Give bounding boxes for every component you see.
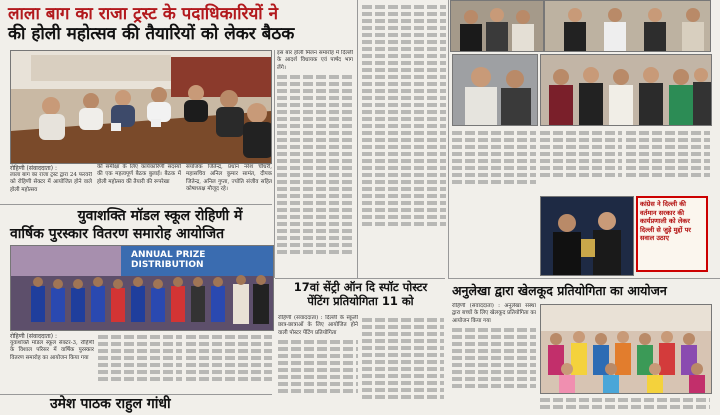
right-text-block-3 [626, 128, 710, 190]
story2-col2 [98, 332, 182, 392]
story1-col-mid [97, 164, 181, 202]
story3-body-text: रोहिणी (संवाददाता) : दिल्ली के स्कूली छात्र-छात्राओं के लिए आयोजित होने वाली पोस्टर पेंटिंग प्रतियोगिता [278, 315, 358, 336]
story1-headline-line1: लाला बाग का राजा ट्रस्ट के पदाधिकारियों ने [8, 4, 279, 24]
story1-col-mid-text: की समीक्षा के लिए कार्यकारिणी सदस्यों की एक महत्वपूर्ण बैठक बुलाई। बैठक में होली महोत्सव की तैयारी की रूपरेखा [97, 164, 181, 185]
top-col-text: इस बार होली मिलन समारोह में दिल्ली के आदर्श विधायक एवं पार्षद भाग लेंगे। [277, 50, 353, 71]
right-top-column [362, 2, 446, 276]
story1-headline [8, 4, 353, 44]
story4-body-text: रोहिणी (संवाददाता) : अनुलेखा संस्था द्वारा बच्चों के लिए खेलकूद प्रतियोगिता का आयोजन किया गया [452, 303, 536, 324]
story3-headline-line1: 17वां सेंट्री ऑन दि स्पॉट पोस्टर [293, 280, 428, 294]
story2-headline [40, 208, 280, 225]
story2-headline-line2: वार्षिक पुरस्कार वितरण समारोह आयोजित [10, 226, 225, 242]
award-photo [540, 196, 634, 276]
top-right-photo-1 [450, 0, 544, 52]
story1-col-right-text: संयोजक जितेन्द्र, प्रधान नरेश चौधरी, महासचिव अनिल कुमार सामंत, दीपक जितेन्द्र, अनिल गुप्ता, ज्योति संजीव सहित कोषाध्यक्ष मौजूद रहे। [186, 164, 272, 192]
story4-caption-block [540, 395, 710, 413]
story4-children-photo [540, 304, 712, 394]
story3-col2 [362, 315, 444, 413]
story2-photo-caption: रोहिणी (संवाददाता) : [10, 333, 58, 340]
story3-headline [278, 280, 443, 308]
story2-body-text: युवाशक्ति मॉडल स्कूल सेक्टर-3, रोहिणी के विशाल परिसर में वार्षिक पुरस्कार वितरण समारोह का आयोजन किया गया [10, 340, 94, 361]
story2-col3 [186, 332, 272, 392]
story4-headline: अनुलेखा द्वारा खेलकूद प्रतियोगिता का आयोजन [452, 283, 667, 298]
story1-col-right [186, 164, 272, 202]
story1-photo-caption: रोहिणी (संवाददाता) : [10, 165, 58, 172]
story2-prize-photo [10, 245, 274, 331]
story2-body [10, 340, 94, 392]
story2-headline-line1: युवाशक्ति मॉडल स्कूल रोहिणी में [77, 208, 243, 224]
story1-body-text: लाला बाग का राजा ट्रस्ट द्वारा 24 फरवरी को रोहिणी सेक्टर में आयोजित होने वाले होली महोत्सव [10, 172, 92, 193]
story3-headline-line2: पेंटिंग प्रतियोगिता 11 को [307, 294, 414, 308]
story2-headline-2 [10, 226, 272, 243]
story1-meeting-photo [10, 50, 272, 164]
story4-body [452, 303, 536, 413]
quote-text: कांग्रेस ने दिल्ली की वर्तमान सरकार की कार्यप्रणाली को लेकर दिल्ली से जुड़े मुद्दों पर सवाल उठाए [640, 200, 691, 242]
group-photo-right [540, 54, 712, 126]
story3-body [278, 315, 358, 413]
right-text-block-1 [452, 128, 536, 198]
right-text-block-2 [540, 128, 622, 190]
story5-headline: उमेश पाठक राहुल गांधी [50, 396, 171, 412]
quote-box [636, 196, 708, 272]
top-right-photo-2 [544, 0, 711, 52]
story1-headline-line2: की होली महोत्सव की तैयारियों को लेकर बैठक [8, 24, 295, 44]
portrait-photo [452, 54, 538, 126]
story1-continued-column [277, 50, 353, 275]
story2-banner-text: ANNUAL PRIZE DISTRIBUTION [131, 250, 206, 270]
story1-body [10, 172, 92, 202]
